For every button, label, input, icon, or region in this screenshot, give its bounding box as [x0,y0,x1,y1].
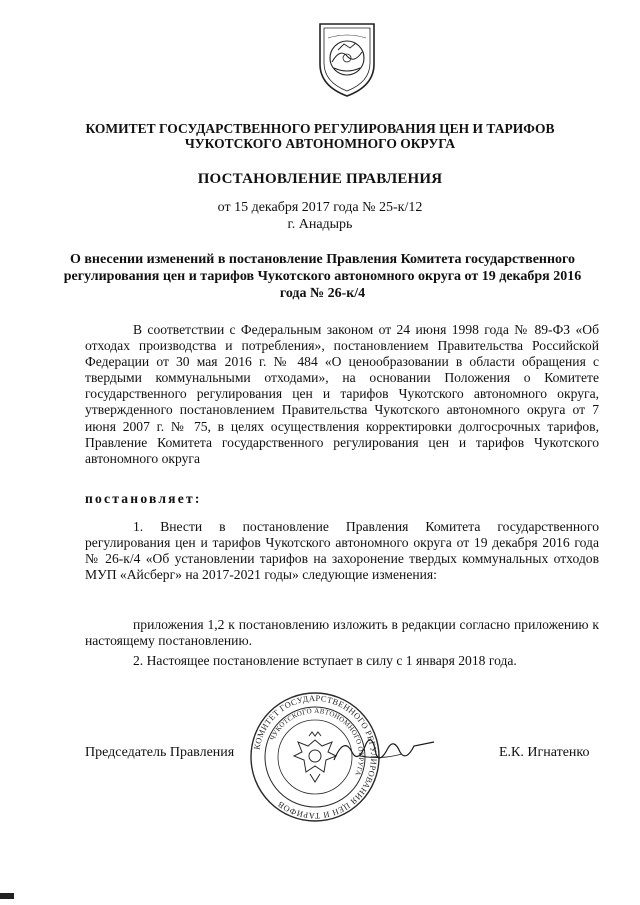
document-subject: О внесении изменений в постановление Правления Комитета государственного регулирования цен и тарифов Чукотского автономного округа от 19 декабря 2016 года № 26-к/4 [63,252,582,301]
signer-role: Председатель Правления [85,745,235,760]
preamble-paragraph: В соответствии с Федеральным законом от 24 июня 1998 года № 89-ФЗ «Об отходах производства и потребления», постановлением Правительства Российской Федерации от 30 мая 2016 г. № 484 «О ценообразовании в области обращения с твердыми коммунальными отходами», на основании Положения о Комитете государственного регулирования цен и тарифов Чукотского автономного округа, утвержденного постановлением Правительства Чукотского автономного округа от 7 июня 2007 г. № 75, в целях осуществления корректировки долгосрочных тарифов, Правление Комитета государственного регулирования цен и тарифов Чукотского автономного округа [85,322,599,466]
resolution-item-1-detail: приложения 1,2 к постановлению изложить в редакции согласно приложению к настоящему постановлению. [85,617,599,649]
handwritten-signature [330,730,440,770]
seal-inner-text: ЧУКОТСКОГО АВТОНОМНОГО ОКРУГА [268,706,366,778]
scan-edge-mark [0,893,14,899]
document-city: г. Анадырь [287,217,353,232]
resolution-item-1: 1. Внести в постановление Правления Комитета государственного регулирования цен и тарифов Чукотского автономного округа от 19 декабря 2016 года № 26-к/4 «Об установлении тарифов на захоронение твердых коммунальных отходов МУП «Айсберг» на 2017-2021 годы» следующие изменения: [85,519,599,583]
seal-outer-text: КОМИТЕТ ГОСУДАРСТВЕННОГО РЕГУЛИРОВАНИЯ ЦЕН И ТАРИФОВ [252,693,379,821]
committee-name [60,121,580,151]
resolves-label: постановляет: [85,491,202,506]
document-title: ПОСТАНОВЛЕНИЕ ПРАВЛЕНИЯ [197,171,443,187]
document-date: от 15 декабря 2017 года № 25-к/12 [217,200,423,215]
committee-line-1: КОМИТЕТ ГОСУДАРСТВЕННОГО РЕГУЛИРОВАНИЯ ЦЕН И ТАРИФОВ [85,121,555,136]
resolution-item-2: 2. Настоящее постановление вступает в силу с 1 января 2018 года. [133,653,517,668]
committee-line-2: ЧУКОТСКОГО АВТОНОМНОГО ОКРУГА [184,136,456,151]
signer-name: Е.К. Игнатенко [499,745,590,760]
coat-of-arms-emblem [314,18,380,98]
